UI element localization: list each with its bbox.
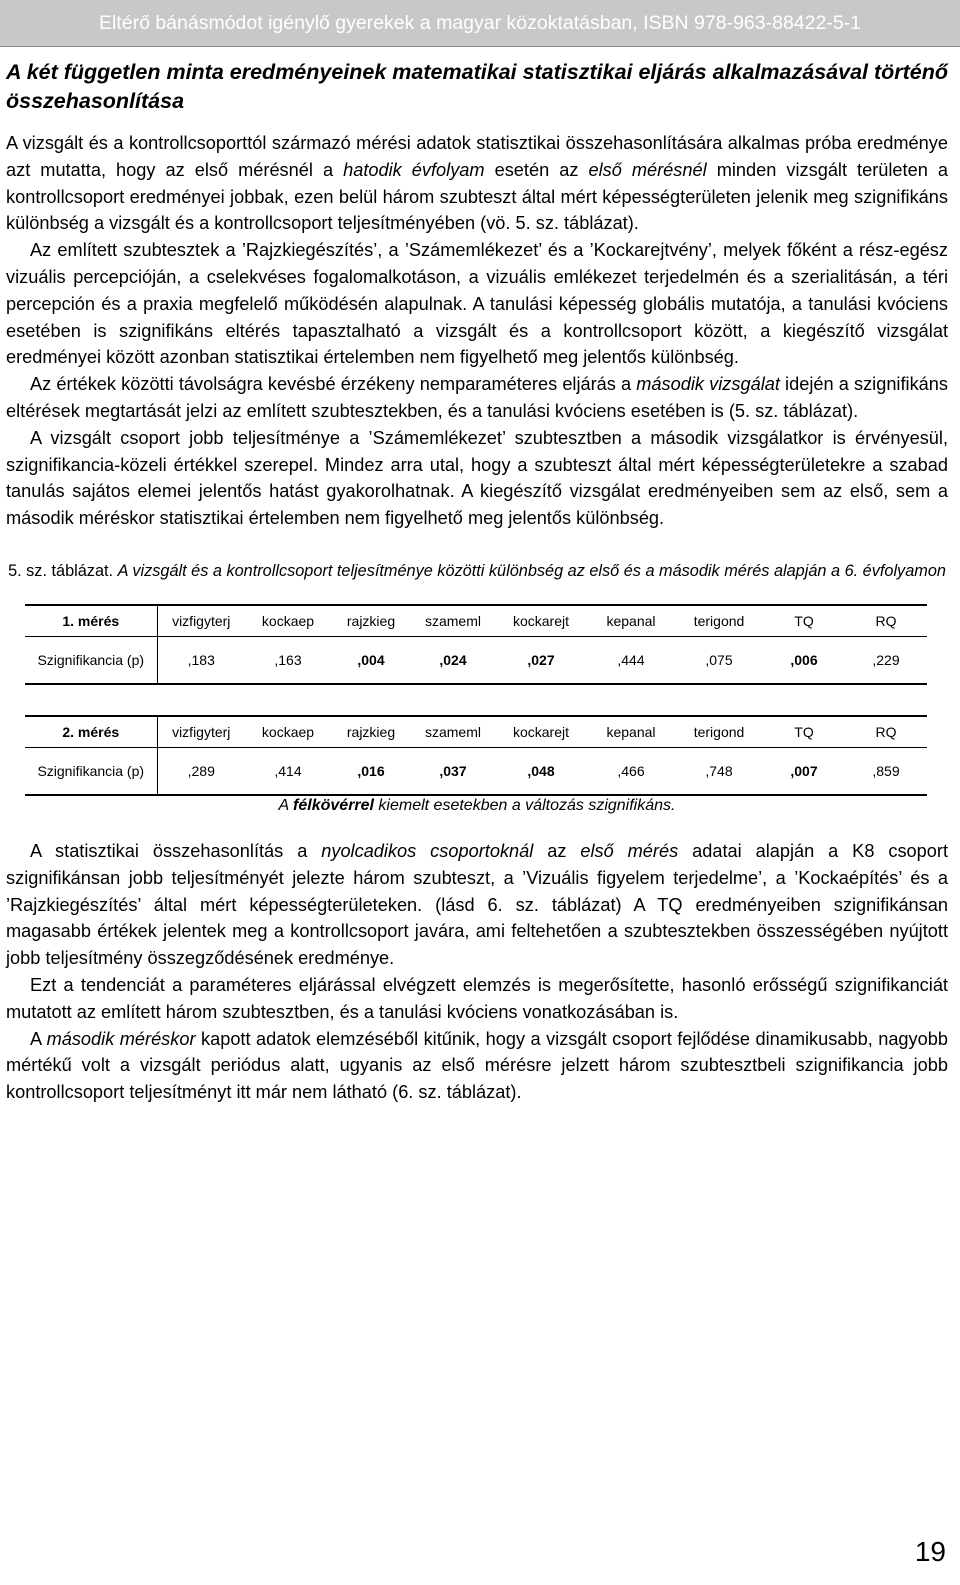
paragraph-4: A vizsgált csoport jobb teljesítménye a ’Számemlékezet’ szubtesztben a második vizsgálatkor is érvényesül, szignifikancia-közeli értékkel szerepel. Mindez arra utal, hogy a szubteszt által mért képességterületekre a szabad tanulás sajátos elemei jelentős hatást gyakorolhatnak. A kiegészítő vizsgálat eredményeiben sem az első, sem a második méréskor statisztikai értelemben nem figyelhető meg jelentős különbség. bbox=[6, 427, 948, 529]
column-header: TQ bbox=[763, 716, 845, 748]
p1-text-e: minden vizsgált területen a kontrollcsoport eredményei jobbak, ezen belül három szubteszt által mért képességterületen jelenik meg szignifikáns különbség a vizsgált és a kontrollcsoport teljesítményében (vö. 5. sz. táblázat). bbox=[6, 159, 948, 234]
table-cell-significant: ,027 bbox=[495, 636, 587, 684]
table-cell: ,289 bbox=[157, 747, 245, 795]
column-header: kockarejt bbox=[495, 716, 587, 748]
row-label: Szignifikancia (p) bbox=[25, 747, 157, 795]
column-header: szameml bbox=[411, 605, 495, 637]
table-caption bbox=[6, 560, 948, 582]
results-table-1 bbox=[25, 604, 927, 685]
column-header: RQ bbox=[845, 716, 927, 748]
p7-text-a: A bbox=[30, 1028, 47, 1049]
p5-text-c: az bbox=[533, 840, 581, 861]
table-cell: ,075 bbox=[675, 636, 763, 684]
row-label: Szignifikancia (p) bbox=[25, 636, 157, 684]
column-header: terigond bbox=[675, 605, 763, 637]
table-note bbox=[6, 796, 948, 816]
table-cell: ,183 bbox=[157, 636, 245, 684]
measurement-label: 1. mérés bbox=[25, 605, 157, 637]
table-cell-significant: ,048 bbox=[495, 747, 587, 795]
note-bold: félkövérrel bbox=[293, 796, 374, 814]
running-header: Eltérő bánásmódot igénylő gyerekek a magyar közoktatásban, ISBN 978-963-88422-5-1 bbox=[0, 0, 960, 47]
column-header: szameml bbox=[411, 716, 495, 748]
table-cell: ,748 bbox=[675, 747, 763, 795]
p3-emph-b: második vizsgálat bbox=[636, 374, 780, 395]
caption-lead: 5. sz. táblázat. bbox=[8, 561, 118, 580]
table-cell-significant: ,037 bbox=[411, 747, 495, 795]
table-cell: ,414 bbox=[245, 747, 331, 795]
page-number: 19 bbox=[914, 1536, 946, 1567]
column-header: rajzkieg bbox=[331, 605, 411, 637]
p7-emph-b: második méréskor bbox=[46, 1028, 196, 1049]
table-cell-significant: ,016 bbox=[331, 747, 411, 795]
table-cell: ,859 bbox=[845, 747, 927, 795]
table-header-row bbox=[25, 605, 927, 637]
column-header: vizfigyterj bbox=[157, 605, 245, 637]
table-cell-significant: ,024 bbox=[411, 636, 495, 684]
column-header: kepanal bbox=[587, 605, 675, 637]
page-body bbox=[6, 58, 948, 1106]
p7-text-c: kapott adatok elemzéséből kitűnik, hogy a vizsgált csoport fejlődése dinamikusabb, nagyobb mértékű volt a vizsgált periódus alatt, ugyanis az első mérésre jelzett három szubtesztbeli szignifikancia jobb kontrollcsoport teljesítményt itt már nem látható (6. sz. táblázat). bbox=[6, 1028, 948, 1103]
column-header: RQ bbox=[845, 605, 927, 637]
column-header: kepanal bbox=[587, 716, 675, 748]
paragraph-6: Ezt a tendenciát a paraméteres eljárással elvégzett elemzés is megerősítette, hasonló erősségű szignifikanciát mutatott az említett három szubtesztben, és a tanulási kvóciens vonatkozásában is. bbox=[6, 974, 948, 1022]
measurement-label: 2. mérés bbox=[25, 716, 157, 748]
p1-text-a: A vizsgált és a kontrollcsoporttól származó mérési adatok statisztikai összehasonlítására alkalmas próba eredménye azt mutatta, hogy az első mérésnél a bbox=[6, 133, 948, 180]
table-cell-significant: ,004 bbox=[331, 636, 411, 684]
paragraph-7 bbox=[6, 1026, 948, 1106]
column-header: kockarejt bbox=[495, 605, 587, 637]
p1-text-c: esetén az bbox=[484, 159, 589, 180]
table-row bbox=[25, 636, 927, 684]
results-table-2 bbox=[25, 715, 927, 796]
p1-emph-d: első mérésnél bbox=[588, 159, 707, 180]
column-header: kockaep bbox=[245, 605, 331, 637]
caption-text: A vizsgált és a kontrollcsoport teljesítménye közötti különbség az első és a második mérés alapján a 6. évfolyamon bbox=[117, 561, 946, 580]
column-header: rajzkieg bbox=[331, 716, 411, 748]
table-cell: ,229 bbox=[845, 636, 927, 684]
paragraph-1 bbox=[6, 130, 948, 237]
column-header: TQ bbox=[763, 605, 845, 637]
p5-emph-b: nyolcadikos csoportoknál bbox=[321, 840, 534, 861]
table-cell: ,466 bbox=[587, 747, 675, 795]
section-title: A két független minta eredményeinek matematikai statisztikai eljárás alkalmazásával történő összehasonlítása bbox=[6, 60, 949, 113]
p5-text-e: adatai alapján a K8 csoport szignifikánsan jobb teljesítményét jelezte három szubteszt, a ’Vizuális figyelem terjedelme’, a ’Kockaépítés’ és a ’Rajzkiegészítés’ által mért képességterületeken. (lásd 6. sz. táblázat) A TQ eredményeiben szignifikánsan magasabb értékek jelentek meg a kontrollcsoport javára, ami feltehetően a szubtesztekben összességében nyújtott jobb teljesítmény összegződésének eredménye. bbox=[6, 840, 948, 969]
table-header-row bbox=[25, 716, 927, 748]
column-header: terigond bbox=[675, 716, 763, 748]
p1-emph-b: hatodik évfolyam bbox=[343, 159, 485, 180]
column-header: vizfigyterj bbox=[157, 716, 245, 748]
paragraph-2: Az említett szubtesztek a ’Rajzkiegészítés’, a ’Számemlékezet’ és a ’Kockarejtvény’, melyek főként a rész-egész vizuális percepcióján, a cselekvéses fogalomalkotáson, a vizuális emlékezet terjedelmén és a szerialitásán, a téri percepción és a praxia megfelelő működésén alapulnak. A tanulási képesség globális mutatója, a tanulási kvóciens esetében is szignifikáns eltérés tapasztalható a vizsgált és a kontrollcsoport között, a kiegészítő vizsgálat eredményei között azonban statisztikai értelemben nem figyelhető meg jelentős különbség. bbox=[6, 240, 948, 368]
note-text-a: A bbox=[278, 796, 294, 814]
table-cell-significant: ,007 bbox=[763, 747, 845, 795]
table-cell: ,444 bbox=[587, 636, 675, 684]
table-row bbox=[25, 747, 927, 795]
p3-text-c: idején a szignifikáns eltérések megtartását jelzi az említett szubtesztekben, és a tanulási kvóciens esetében is (5. sz. táblázat). bbox=[6, 374, 948, 421]
p5-emph-d: első mérés bbox=[580, 840, 679, 861]
column-header: kockaep bbox=[245, 716, 331, 748]
p5-text-a: A statisztikai összehasonlítás a bbox=[30, 840, 322, 861]
table-cell: ,163 bbox=[245, 636, 331, 684]
paragraph-5 bbox=[6, 838, 948, 972]
table-cell-significant: ,006 bbox=[763, 636, 845, 684]
note-text-c: kiemelt esetekben a változás szignifikáns. bbox=[373, 796, 676, 814]
paragraph-3 bbox=[6, 371, 948, 425]
p3-text-a: Az értékek közötti távolságra kevésbé érzékeny nemparaméteres eljárás a bbox=[30, 374, 637, 395]
